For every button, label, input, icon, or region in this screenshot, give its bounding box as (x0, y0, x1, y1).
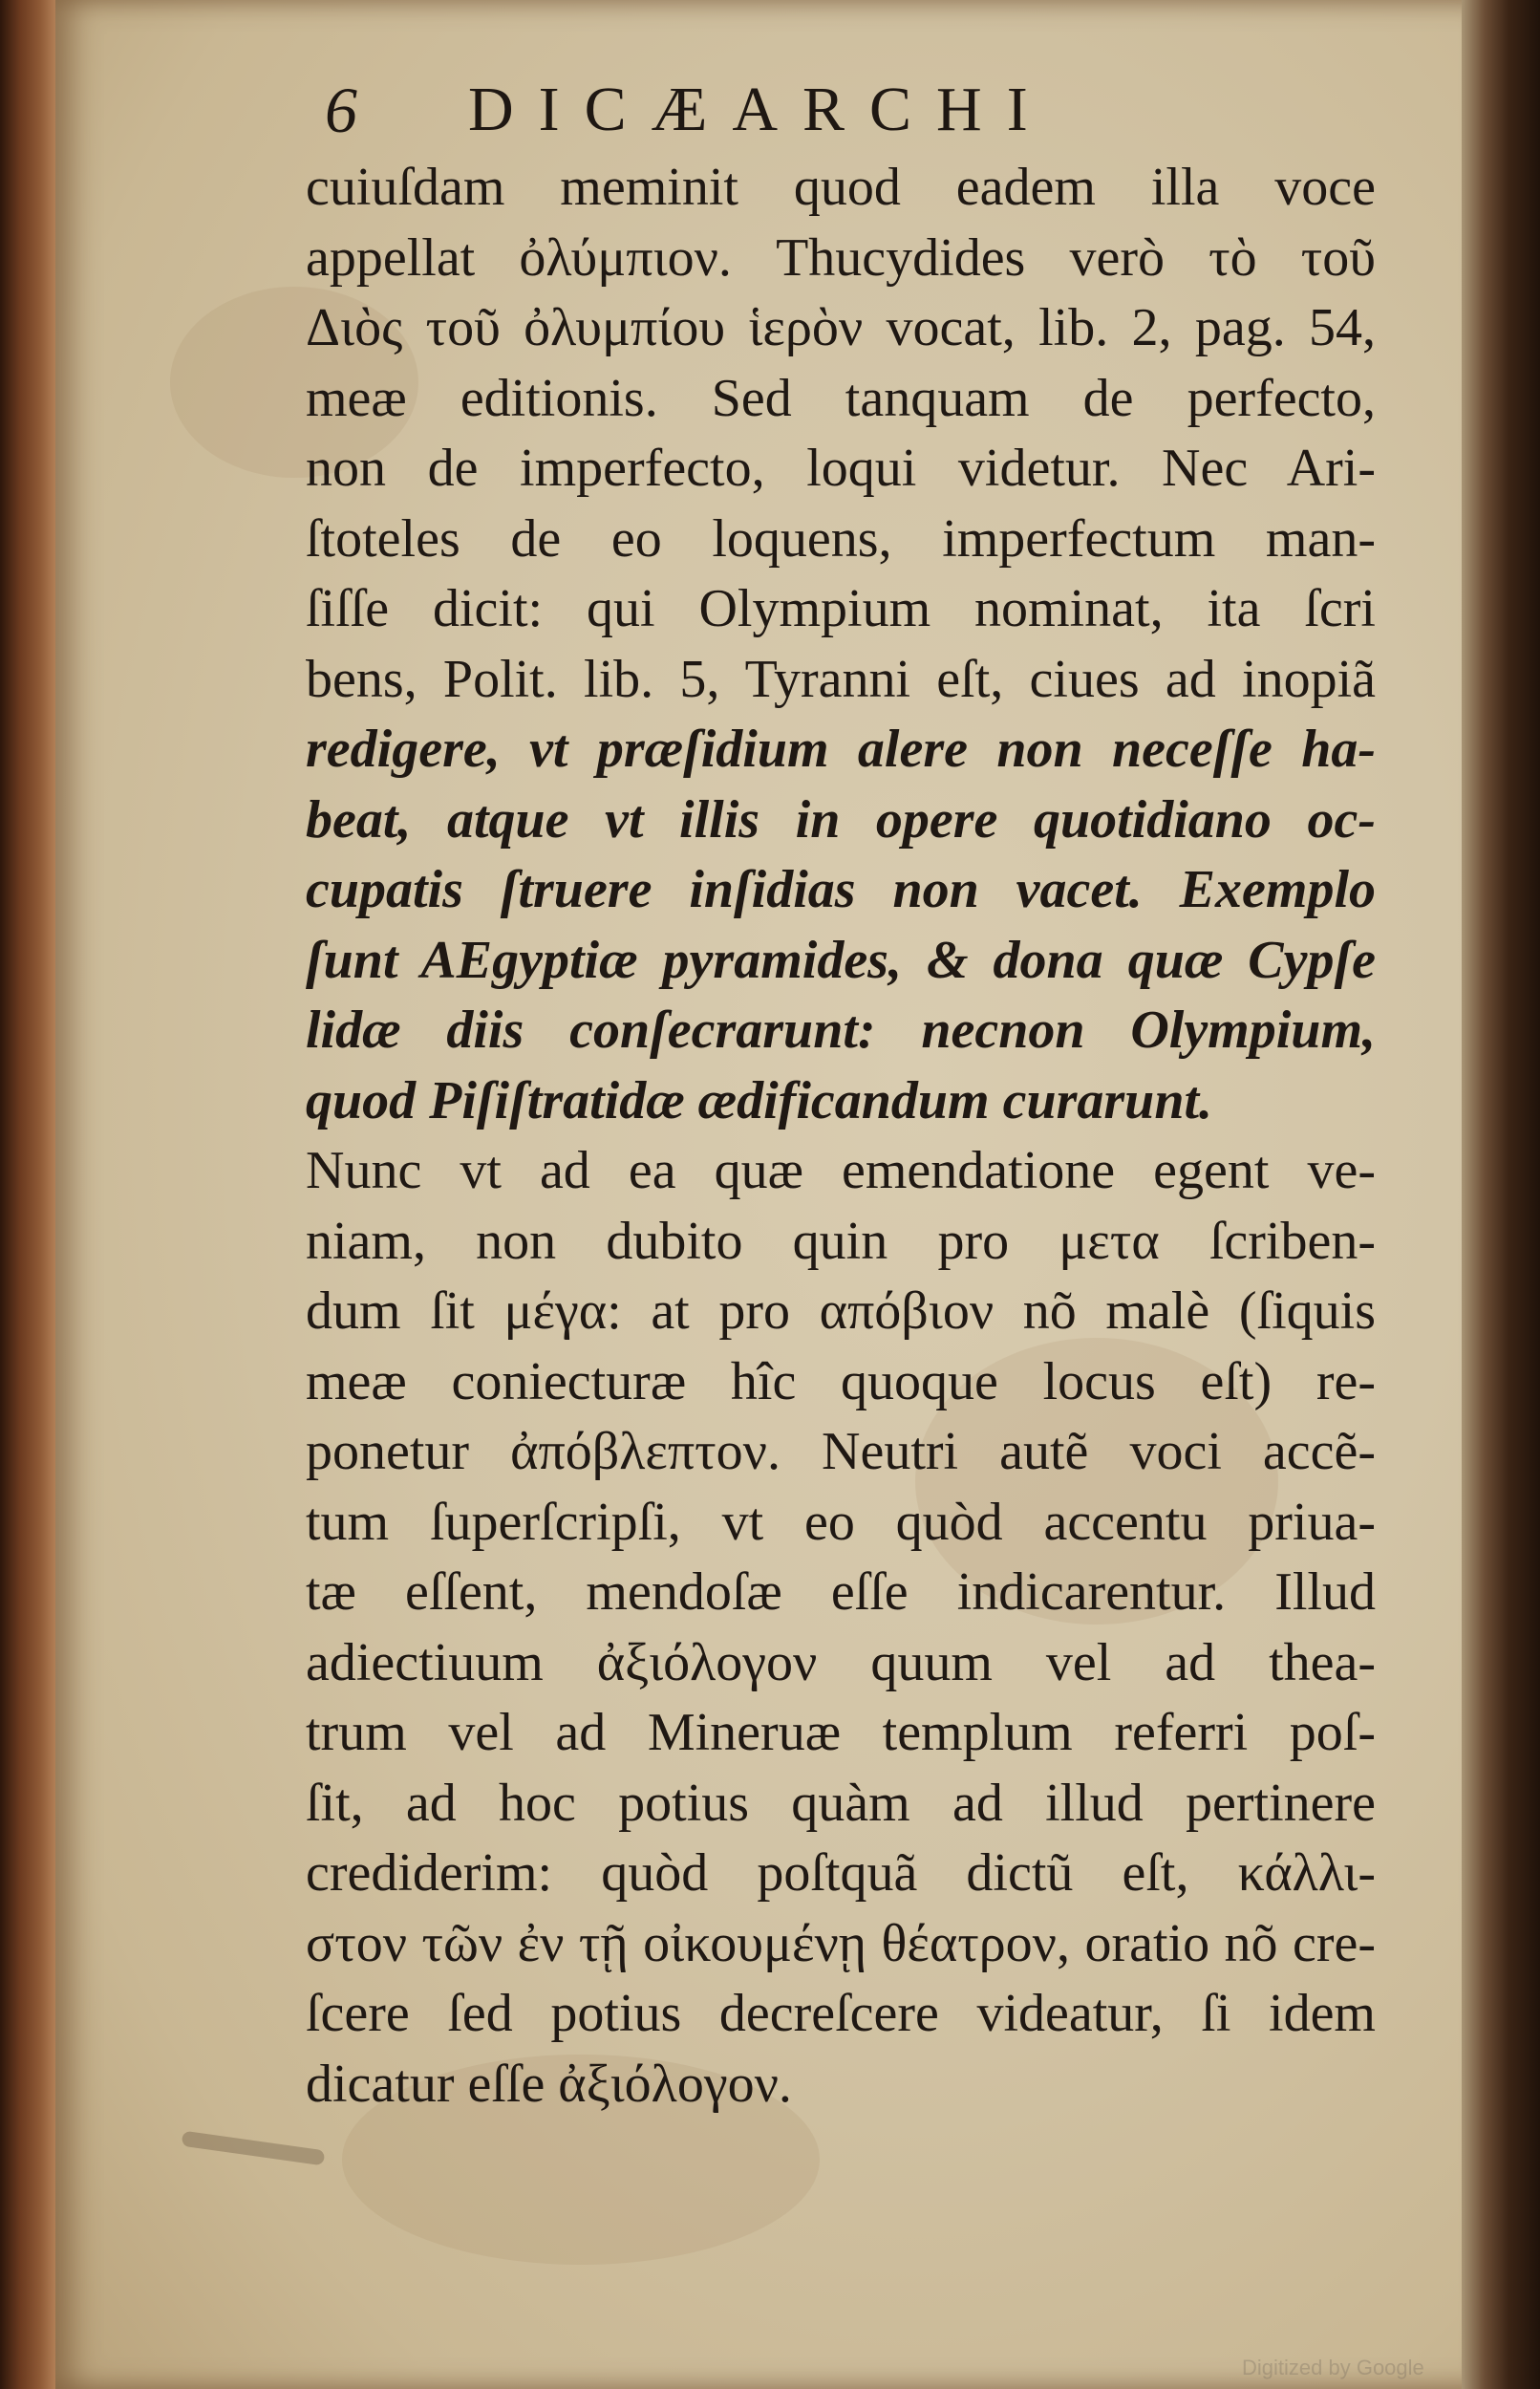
text-line: appellat ὀλύμπιον. Thucydides verò τὸ τοῦ (306, 227, 1376, 288)
text-line: dicatur eſſe ἀξιόλογον. (306, 2054, 792, 2114)
text-line: στον τῶν ἐν τῇ οἰκουμένῃ θέατρον, oratio nõ cre- (306, 1913, 1376, 1973)
text-line: ſiſſe dicit: qui Olympium nominat, ita ſcri (306, 579, 1376, 638)
text-line: redigere, vt præſidium alere non neceſſe ha- (306, 720, 1376, 779)
text-line: cupatis ſtruere inſidias non vacet. Exemplo (306, 860, 1376, 919)
text-line: niam, non dubito quin pro μετα ſcriben- (306, 1211, 1376, 1271)
text-line: dum ſit μέγα: at pro απόβιον nõ malè (ſiquis (306, 1281, 1376, 1341)
page-number: 6 (325, 73, 357, 146)
text-line: bens, Polit. lib. 5, Tyranni eſt, ciues ad inopiã (306, 649, 1376, 709)
text-line: ſcere ſed potius decreſcere videatur, ſi idem (306, 1984, 1376, 2043)
text-line: lidæ diis conſecrarunt: necnon Olympium, (306, 1001, 1376, 1060)
text-line: meæ coniecturæ hîc quoque locus eſt) re- (306, 1351, 1376, 1411)
text-line: ſit, ad hoc potius quàm ad illud pertinere (306, 1773, 1376, 1833)
text-line: non de imperfecto, loqui videtur. Nec Ari- (306, 439, 1376, 498)
text-line: tæ eſſent, mendoſæ eſſe indicarentur. Illud (306, 1562, 1376, 1622)
text-line: Διὸς τοῦ ὀλυμπίου ἱερὸν vocat, lib. 2, pag. 54, (306, 298, 1376, 357)
running-title: DICÆARCHI (468, 75, 1053, 144)
text-line: crediderim: quòd poſtquã dictũ eſt, κάλλι- (306, 1843, 1376, 1903)
text-line: ſunt AEgyptiæ pyramides, & dona quæ Cypſe (306, 930, 1376, 990)
text-line: trum vel ad Mineruæ templum referri poſ- (306, 1703, 1376, 1762)
text-line: adiectiuum ἀξιόλογον quum vel ad thea- (306, 1632, 1376, 1692)
book-binding-edge (0, 0, 57, 2389)
text-line: tum ſuperſcripſi, vt eo quòd accentu priua- (306, 1492, 1376, 1552)
text-line: Nunc vt ad ea quæ emendatione egent ve- (306, 1141, 1376, 1200)
digitization-watermark: Digitized by Google (1242, 2356, 1424, 2379)
text-line: ponetur ἀπόβλεπτον. Neutri autẽ voci accẽ- (306, 1422, 1376, 1481)
body-text (306, 153, 1376, 2120)
text-line: ſtoteles de eo loquens, imperfectum man- (306, 508, 1376, 569)
text-line: beat, atque vt illis in opere quotidiano oc- (306, 789, 1376, 850)
text-line: cuiuſdam meminit quod eadem illa voce (306, 158, 1376, 217)
text-line: meæ editionis. Sed tanquam de perfecto, (306, 368, 1376, 428)
running-head (325, 57, 1185, 162)
text-line: quod Piſiſtratidæ ædificandum curarunt. (306, 1070, 1213, 1130)
page-gutter-shadow (1462, 0, 1540, 2389)
